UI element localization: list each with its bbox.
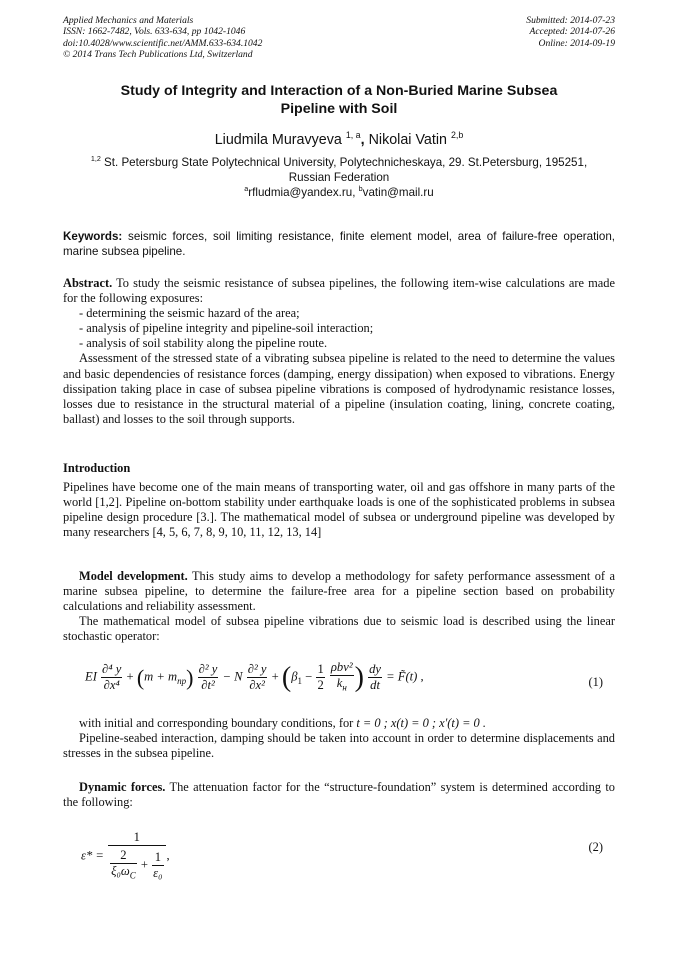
eq1-plus-2: + — [271, 669, 279, 684]
abstract-item: - analysis of soil stability along the pipeline route. — [79, 336, 328, 351]
eq1-frac-half — [316, 662, 324, 693]
eq1-half-num: 1 — [317, 662, 324, 677]
eq1-dy: dy — [369, 662, 381, 677]
author-separator: , — [360, 132, 365, 148]
abstract-item: - analysis of pipeline integrity and pipeline-soil interaction; — [79, 321, 374, 336]
title-line-2: Pipeline with Soil — [280, 101, 398, 117]
eq1-paren2-open: ( — [281, 661, 292, 693]
submission-dates — [526, 15, 615, 49]
affiliation-emails — [63, 183, 615, 201]
eq2-omega-sub: C — [129, 870, 136, 881]
abstract-intro-text: To study the seismic resistance of subsea pipelines, the following item-wise calculations are made for the following exposures: — [63, 276, 615, 306]
eq1-dx2: ∂x² — [249, 678, 265, 693]
dynamic-label: Dynamic forces. — [79, 780, 166, 794]
eq1-d2y-t: ∂² y — [198, 662, 218, 677]
boundary-intro: with initial and corresponding boundary conditions, for — [79, 716, 357, 730]
keywords-label: Keywords: — [63, 230, 123, 243]
affiliation-country: Russian Federation — [288, 170, 390, 184]
introduction-section — [63, 461, 615, 540]
eq2-denominator — [108, 846, 165, 884]
abstract-intro — [63, 276, 615, 306]
boundary-conditions-math: t = 0 ; x(t) = 0 ; x'(t) = 0 . — [356, 716, 486, 730]
equation-1 — [63, 656, 615, 708]
introduction-heading: Introduction — [63, 461, 131, 475]
eq2-inner2-num: 1 — [152, 850, 163, 866]
eq2-inner2-den: ε₀ — [153, 866, 163, 881]
model-paragraph — [63, 569, 615, 614]
submitted-date: Submitted: 2014-07-23 — [526, 15, 615, 26]
affiliation — [63, 156, 615, 200]
equation-2 — [63, 828, 615, 888]
eq1-k-sub: н — [342, 682, 347, 693]
keywords — [63, 230, 615, 259]
email-a-sup: a — [244, 183, 249, 193]
boundary-conditions — [63, 716, 615, 761]
eq1-frac-dydt — [368, 662, 382, 693]
eq1-minus-N: − N — [222, 669, 243, 684]
eq2-plus: + — [140, 857, 149, 872]
eq2-lhs: ε* = — [81, 848, 104, 863]
eq1-half-den: 2 — [317, 678, 324, 693]
equation-1-number: (1) — [588, 675, 603, 689]
interaction-paragraph: Pipeline-seabed interaction, damping should be taken into account in order to determine displacements and stresses in the subsea pipeline. — [63, 731, 615, 761]
abstract-paragraph-2: Assessment of the stressed state of a vibrating subsea pipeline is related to the need to determine the values and basic dependencies of resistance forces (damping, energy dissipation) when exposed to vibrations. Energy dissipation taking place in case of subsea pipeline vibrations is composed of hydrodynamic resistance losses, losses due to resistance in the structural material of a pipeline (insulation coating, lining, concrete coating, ballast) and losses to the soil through supports. — [63, 351, 615, 426]
affiliation-address: St. Petersburg State Polytechnical University, Polytechnicheskaya, 29. St.Petersburg, 195251, — [100, 156, 588, 169]
dynamic-forces-section — [63, 780, 615, 810]
online-date: Online: 2014-09-19 — [538, 37, 615, 49]
equation-2-body — [81, 830, 170, 884]
boundary-text — [63, 716, 615, 731]
dynamic-paragraph — [63, 780, 615, 810]
eq2-inner1-den — [110, 864, 137, 884]
eq1-mass: m + m — [144, 669, 178, 684]
author-1: Liudmila Muravyeva — [214, 132, 342, 148]
introduction-text: Pipelines have become one of the main means of transporting water, oil and gas offshore in many parts of the world [1,2]. Pipeline on-bottom stability under earthquake loads is one of the sophisticated problems in subsea pipeline design procedure [3.]. The mathematical model of subsea or underground pipeline was developed by many researchers [4, 5, 6, 7, 8, 9, 10, 11, 12, 13, 14] — [63, 480, 615, 540]
equation-2-number: (2) — [588, 840, 603, 854]
eq1-rho-den — [330, 676, 354, 696]
eq1-paren-close: ) — [186, 664, 194, 690]
eq1-d2y-x: ∂² y — [247, 662, 267, 677]
dynamic-text: The attenuation factor for the “structure-foundation” system is determined according to the following: — [63, 780, 615, 810]
journal-copyright: © 2014 Trans Tech Publications Ltd, Switzerland — [63, 48, 253, 60]
journal-doi: doi:10.4028/www.scientific.net/AMM.633-634.1042 — [63, 37, 263, 49]
keywords-text: seismic forces, soil limiting resistance, finite element model, area of failure-free operation, marine subsea pipeline. — [63, 230, 615, 258]
abstract-section — [63, 276, 615, 427]
eq1-rho-num: ρbv² — [330, 660, 353, 674]
eq1-frac-rho — [330, 660, 354, 696]
author-2: Nikolai Vatin — [368, 132, 447, 148]
affiliation-line-1 — [63, 156, 615, 171]
journal-info — [63, 15, 262, 60]
affiliation-sup: 1,2 — [90, 154, 101, 164]
eq1-dt2: ∂t² — [201, 678, 215, 693]
email-a[interactable]: rfludmia@yandex.ru, — [248, 185, 359, 199]
eq2-xi-omega: ξ₀ω — [111, 864, 130, 878]
eq1-EI: EI — [85, 669, 97, 684]
model-paragraph-2: The mathematical model of subsea pipeline vibrations due to seismic load is described using the linear stochastic operator: — [63, 614, 615, 644]
abstract-item: - determining the seismic hazard of the area; — [79, 306, 300, 321]
eq1-plus: + — [126, 669, 134, 684]
eq1-beta: β — [291, 669, 298, 684]
eq1-frac-d2y-t — [198, 662, 219, 693]
eq2-comma: , — [166, 848, 170, 863]
eq1-frac-d4y — [101, 662, 122, 693]
eq2-numerator: 1 — [108, 830, 165, 846]
eq2-main-frac — [108, 830, 165, 884]
journal-name: Applied Mechanics and Materials — [63, 15, 194, 26]
abstract-label: Abstract. — [63, 276, 113, 290]
eq1-beta-sub: 1 — [297, 676, 303, 687]
eq1-dx4: ∂x⁴ — [103, 678, 120, 693]
email-b-sup: b — [358, 183, 363, 193]
model-section — [63, 569, 615, 644]
email-b[interactable]: vatin@mail.ru — [362, 185, 434, 199]
paper-title — [63, 82, 615, 118]
eq2-inner1-num: 2 — [110, 848, 137, 864]
eq2-inner-frac-1 — [110, 848, 137, 884]
eq1-minus: − — [305, 669, 313, 684]
eq1-mass-sub: пр — [177, 676, 187, 687]
eq1-paren-open: ( — [136, 664, 145, 690]
eq1-paren2-close: ) — [354, 661, 364, 693]
eq1-k: k — [336, 676, 343, 690]
journal-issn: ISSN: 1662-7482, Vols. 633-634, pp 1042-1046 — [63, 26, 246, 38]
eq1-rhs: = F̃(t) , — [386, 669, 424, 684]
eq2-inner-frac-2 — [152, 850, 163, 881]
author-1-sup: 1, a — [345, 130, 361, 141]
eq1-dt: dt — [370, 678, 380, 693]
model-label: Model development. — [79, 569, 188, 583]
author-list — [63, 132, 615, 148]
model-text: This study aims to develop a methodology for safety performance assessment of a marine subsea pipeline, to determine the failure-free area for a pipeline section based on probability calculations and reliability assessment. — [63, 569, 615, 614]
eq1-frac-d2y-x — [247, 662, 268, 693]
title-line-1: Study of Integrity and Interaction of a Non-Buried Marine Subsea — [120, 83, 558, 99]
accepted-date: Accepted: 2014-07-26 — [529, 26, 615, 38]
equation-1-body — [85, 660, 424, 696]
eq1-d4y: ∂⁴ y — [102, 662, 122, 677]
author-2-sup: 2,b — [450, 130, 464, 141]
